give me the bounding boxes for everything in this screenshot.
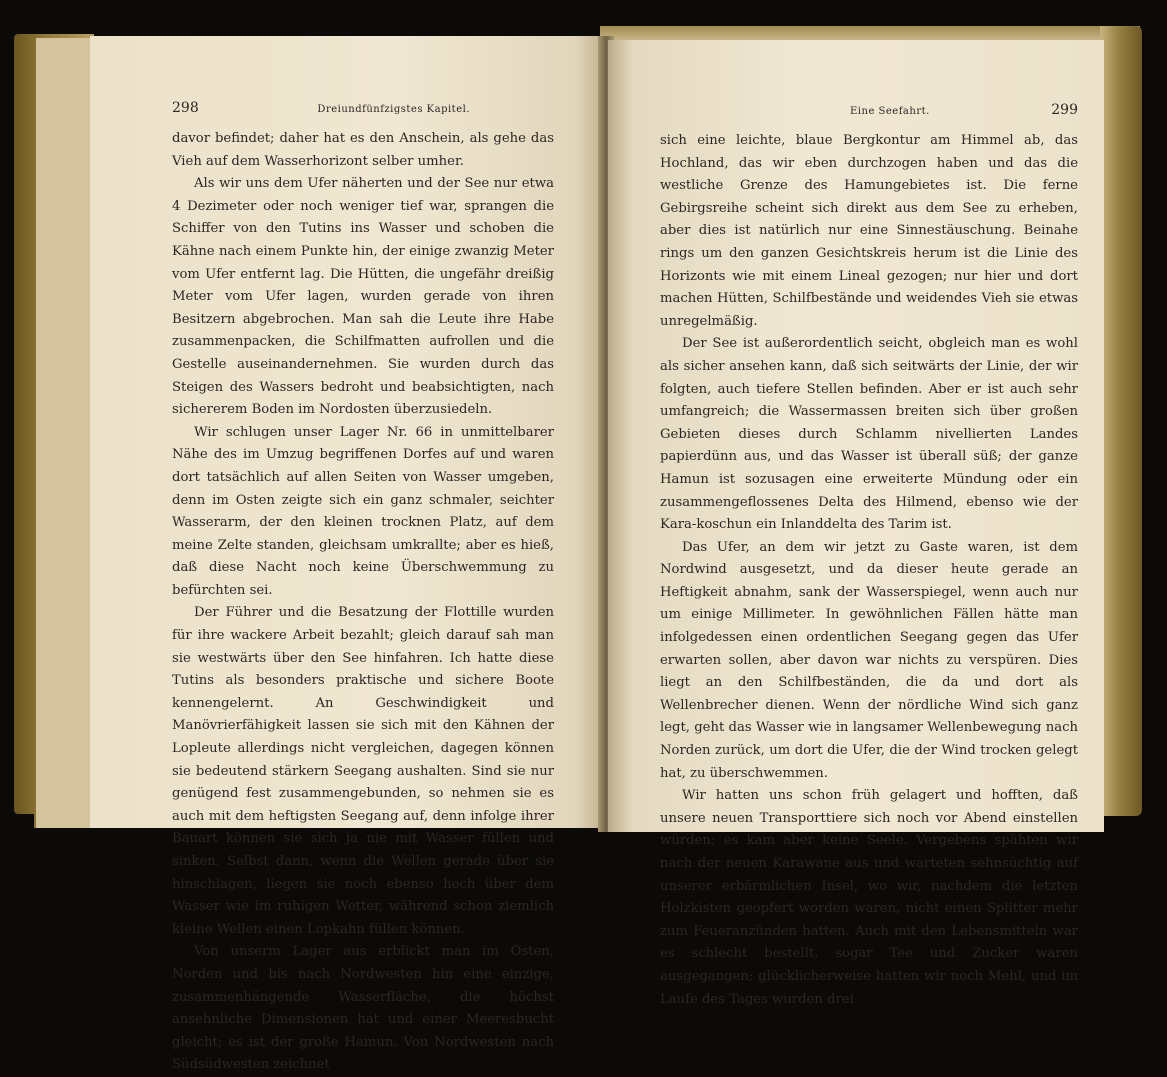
left-chapter-title: Dreiundfünfzigstes Kapitel. — [317, 104, 470, 115]
paragraph: sich eine leichte, blaue Bergkontur am Himmel ab, das Hochland, das wir eben durchzogen haben und das die westliche Grenze des Hamungebietes ist. Die ferne Gebirgsreihe scheint sich direkt aus dem See zu erheben, aber dies ist natürlich nur eine Sinnestäuschung. Beinahe rings um den ganzen Gesichtskreis herum ist die Linie des Horizonts wie mit einem Lineal gezogen; nur hier und dort machen Hütten, Schilfbestände und weidendes Vieh sie etwas unregelmäßig. — [660, 133, 1078, 329]
paragraph: Der See ist außerordentlich seicht, obgleich man es wohl als sicher ansehen kann, daß sich seitwärts der Linie, der wir folgten, auch tiefere Stellen befinden. Aber er ist auch sehr umfangreich; die Wassermassen breiten sich über großen Gebieten dieses durch Schlamm nivellierten Landes papierdünn aus, und das Wasser ist überall süß; der ganze Hamun ist sozusagen eine erweiterte Mündung oder ein zusammengeflossenes Delta des Hilmend, ebenso wie der Kara-koschun ein Inlanddelta des Tarim ist. — [660, 336, 1078, 533]
right-page-body — [660, 130, 1078, 1011]
right-page — [608, 40, 1104, 1007]
paragraph: davor befindet; daher hat es den Anschein, als gehe das Vieh auf dem Wasserhorizont selber umher. — [172, 131, 554, 169]
paragraph: Von unserm Lager aus erblickt man im Osten, Norden und bis nach Nordwesten hin eine einzige, zusammenhängende Wasserfläche, die höchst ansehnliche Dimensionen hat und einer Meeresbucht gleicht; es ist der große Hamun. Von Nordwesten nach Südsüdwesten zeichnet — [172, 944, 554, 1073]
paragraph: Wir schlugen unser Lager Nr. 66 in unmittelbarer Nähe des im Umzug begriffenen Dorfes auf und waren dort tatsächlich auf allen Seiten von Wasser umgeben, denn im Osten zeigte sich ein ganz schmaler, seichter Wasserarm, der den kleinen trocknen Platz, auf dem meine Zelte standen, gleichsam umkrallte; aber es hieß, daß diese Nacht noch keine Überschwemmung zu befürchten sei. — [172, 424, 554, 598]
paragraph: Der Führer und die Besatzung der Flottille wurden für ihre wackere Arbeit bezahlt; gleich darauf sah man sie westwärts über den See hinfahren. Ich hatte diese Tutins als besonders praktische und sichere Boote kennengelernt. An Geschwindigkeit und Manövrierfähigkeit lassen sie sich mit den Kähnen der Lopleute allerdings nicht vergleichen, dagegen können sie bedeutend stärkern Seegang aushalten. Sind sie nur genügend fest zusammengebunden, so nehmen sie es auch mit dem heftigsten Seegang auf, denn infolge ihrer Bauart können sie sich ja nie mit Wasser füllen und sinken. Selbst dann, wenn die Wellen gerade über sie hinschlagen, liegen sie noch ebenso hoch über dem Wasser wie im ruhigen Wetter, während schon ziemlich kleine Wellen einen Lopkahn füllen können. — [172, 605, 554, 937]
left-running-head — [172, 100, 554, 122]
paragraph: Als wir uns dem Ufer näherten und der See nur etwa 4 Dezimeter oder noch weniger tief war, sprangen die Schiffer von den Tutins ins Wasser und schoben die Kähne nach einem Punkte hin, der einige zwanzig Meter vom Ufer entfernt lag. Die Hütten, die ungefähr dreißig Meter vom Ufer lagen, wurden gerade von ihren Besitzern abgebrochen. Man sah die Leute ihre Habe zusammenpacken, die Schilfmatten aufrollen und die Gestelle auseinandernehmen. Sie wurden durch das Steigen des Wassers bedroht und beabsichtigten, nach sichererem Boden im Nordosten überzusiedeln. — [172, 176, 554, 418]
left-page-body — [172, 128, 554, 1077]
paragraph: Das Ufer, an dem wir jetzt zu Gaste waren, ist dem Nordwind ausgesetzt, und da dieser heute gerade an Heftigkeit abnahm, sank der Wasserspiegel, wenn auch nur um einige Millimeter. In gewöhnlichen Fällen hätte man infolgedessen einen ordentlichen Seegang gegen das Ufer erwarten sollen, aber davon war nichts zu verspüren. Dies liegt an den Schilfbeständen, die da und dort als Wellenbrecher dienen. Wenn der nördliche Wind sich ganz legt, geht das Wasser wie in langsamer Wellenbewegung nach Norden zurück, um dort die Ufer, die der Wind trocken gelegt hat, zu überschwemmen. — [660, 539, 1078, 781]
right-running-head — [660, 102, 1078, 124]
paragraph: Wir hatten uns schon früh gelagert und hofften, daß unsere neuen Transporttiere sich noch vor Abend einstellen würden; es kam aber keine Seele. Vergebens spähten wir nach der neuen Karawane aus und warteten sehnsüchtig auf unserer erbärmlichen Insel, wo wir, nachdem die letzten Holzkisten geopfert worden waren, nicht einen Splitter mehr zum Feueranzünden hatten. Auch mit den Lebensmitteln war es schlecht bestellt, sogar Tee und Zucker waren ausgegangen; glücklicherweise hatten wir noch Mehl, und im Laufe des Tages wurden drei — [660, 788, 1078, 1007]
book-cover-top — [600, 26, 1140, 40]
left-page-number: 298 — [172, 100, 199, 116]
left-page — [90, 36, 606, 1073]
page-edges — [34, 38, 94, 828]
right-chapter-title: Eine Seefahrt. — [850, 106, 930, 117]
book-cover-right — [1100, 26, 1142, 816]
right-page-number: 299 — [1051, 102, 1078, 118]
